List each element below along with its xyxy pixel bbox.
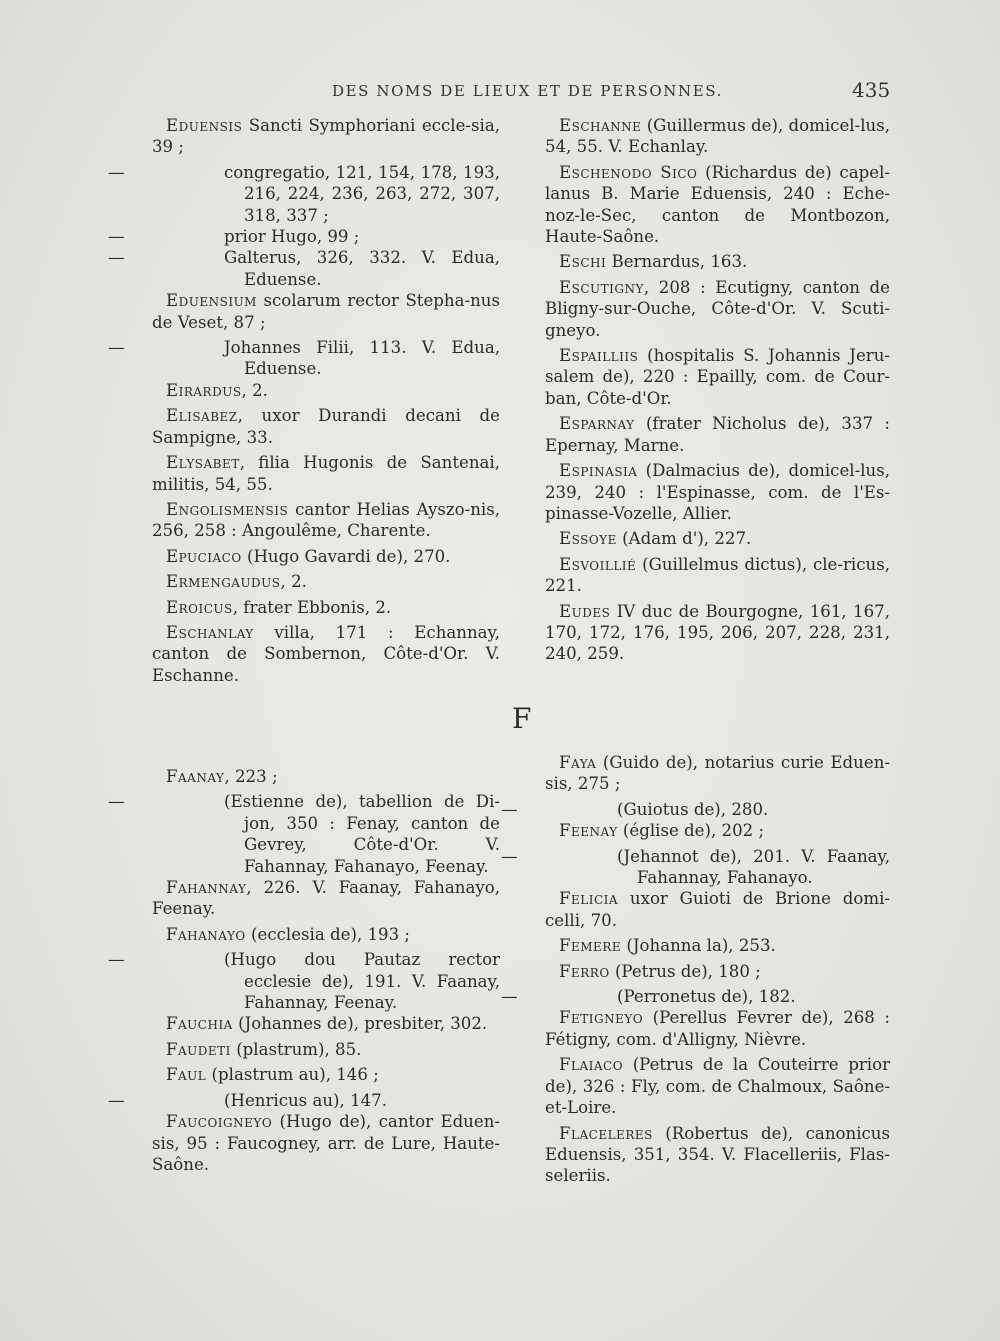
index-entry [152,766,500,787]
entry-text: uxor Guioti de Brione domi-celli, 70. [545,889,890,930]
entry-headword: Elisabez [166,406,238,426]
em-dash: — [501,987,518,1007]
index-entry [152,622,500,686]
entry-text: (Hugo de), cantor Eduen-sis, 95 : Faucogney, arr. de Lure, Haute-Saône. [152,1112,500,1174]
entry-headword: Espailliis [559,346,639,366]
entry-text: , 208 : Ecutigny, canton de Bligny-sur-Ouche, Côte-d'Or. V. Scuti-gneyo. [545,277,890,340]
entry-text: (Petrus de), 180 ; [609,961,761,981]
index-subentry [108,337,500,380]
page-number: 435 [852,78,891,102]
index-subentry [108,949,500,1013]
index-entry [152,571,500,592]
index-entry [545,752,890,795]
index-entry [152,499,500,542]
subentry-text: (Hugo dou Pautaz rector ecclesie de), 191. V. Faanay, Fahannay, Feenay. [224,950,500,1013]
subentry-text: (Perronetus de), 182. [617,987,796,1007]
entry-text: Sancti Symphoriani eccle-sia, 39 ; [152,116,500,157]
entry-headword: Ermengaudus [166,572,281,592]
entry-text: , uxor Durandi decani de Sampigne, 33. [152,406,500,447]
entry-text: (Dalmacius de), domicel-lus, 239, 240 : l'Espinasse, com. de l'Es-pinasse-Vozelle, Allier. [545,461,890,523]
entry-headword: Esparnay [559,414,635,434]
index-subentry [501,799,890,820]
entry-headword: Eschenodo Sico [559,162,698,182]
index-subentry [108,791,500,877]
index-entry [152,290,500,333]
index-entry [545,961,890,982]
entry-text: (Johannes de), presbiter, 302. [232,1014,488,1034]
entry-headword: Faudeti [166,1039,231,1059]
entry-text: , 2. [241,380,268,400]
em-dash: — [108,162,125,182]
subentry-text: (Jehannot de), 201. V. Faanay, Fahannay, Fahanayo. [617,846,890,888]
index-entry [545,277,890,341]
entry-headword: Eschanne [559,116,642,135]
index-entry [152,877,500,920]
index-entry [152,1064,500,1085]
em-dash: — [501,799,518,819]
index-entry [152,1013,500,1034]
index-entry [545,162,890,248]
entry-text: (Guillelmus dictus), cle-ricus, 221. [545,554,890,596]
entry-text: (plastrum), 85. [230,1039,362,1059]
index-entry [545,413,890,456]
subentry-text: prior Hugo, 99 ; [224,227,360,247]
entry-headword: Fahannay [166,878,247,898]
section-letter: F [512,702,532,735]
entry-text: (Petrus de la Couteirre prior de), 326 : Fly, com. de Chalmoux, Saône-et-Loire. [545,1055,890,1118]
entry-text: IV duc de Bourgogne, 161, 167, 170, 172, 176, 195, 206, 207, 228, 231, 240, 259. [545,601,890,664]
entry-text: scolarum rector Stepha-nus de Veset, 87 ; [152,291,500,332]
index-entry [545,528,890,549]
running-head [0,78,1000,106]
index-entry [152,546,500,567]
entry-headword: Eroicus [166,597,233,617]
subentry-text: (Guiotus de), 280. [617,799,769,819]
index-entry [545,601,890,665]
entry-text: (Hugo Gavardi de), 270. [241,546,451,566]
em-dash: — [108,227,125,247]
entry-text: , frater Ebbonis, 2. [232,597,392,617]
em-dash: — [108,1090,125,1110]
subentry-text: congregatio, 121, 154, 178, 193, 216, 224, 236, 263, 272, 307, 318, 337 ; [224,162,500,225]
entry-text: (Adam d'), 227. [616,529,752,549]
subentry-text: Galterus, 326, 332. V. Edua, Eduense. [224,248,500,289]
entry-headword: Flaceleres [559,1123,653,1143]
entry-text: (plastrum au), 146 ; [206,1065,379,1085]
entry-text: (église de), 202 ; [617,821,765,841]
entry-headword: Eduensis [166,116,243,135]
em-dash: — [108,248,125,268]
entry-text: (hospitalis S. Johannis Jeru-salem de), 220 : Epailly, com. de Cour-ban, Côte-d'Or. [545,346,890,408]
entry-text: Bernardus, 163. [606,252,748,272]
entry-headword: Eirardus [166,380,242,400]
index-entry [152,1111,500,1175]
subentry-text: (Estienne de), tabellion de Di-jon, 350 : Fenay, canton de Gevrey, Côte-d'Or. V. Fahannay, Fahanayo, Feenay. [224,792,500,876]
index-entry [545,935,890,956]
index-subentry [108,162,500,226]
index-column-right-bottom [501,752,890,1191]
entry-headword: Eduensium [166,291,257,311]
entry-headword: Faanay [166,767,225,786]
entry-headword: Espinasia [559,461,638,481]
entry-text: (Robertus de), canonicus Eduensis, 351, 354. V. Flacelleriis, Flas-seleriis. [545,1123,890,1186]
index-subentry [108,247,500,290]
index-entry [545,554,890,597]
index-entry [545,820,890,841]
em-dash: — [108,950,125,970]
index-entry [545,1054,890,1118]
entry-headword: Eschi [559,252,607,272]
entry-headword: Flaiaco [559,1055,624,1075]
subentry-text: Johannes Filii, 113. V. Edua, Eduense. [224,338,500,379]
index-subentry [501,986,890,1007]
entry-text: (Guillermus de), domicel-lus, 54, 55. V. Echanlay. [545,116,890,157]
index-entry [152,380,500,401]
entry-headword: Esvoillié [559,554,637,574]
index-entry [545,345,890,409]
entry-text: , filia Hugonis de Santenai, militis, 54, 55. [152,453,500,494]
index-entry [545,460,890,524]
entry-text: cantor Helias Ayszo-nis, 256, 258 : Angoulême, Charente. [152,499,500,541]
entry-text: (frater Nicholus de), 337 : Epernay, Marne. [545,414,890,455]
entry-text: (ecclesia de), 193 ; [245,924,411,944]
index-column-left-top [108,115,500,690]
index-entry [545,251,890,272]
entry-headword: Faucoigneyo [166,1112,273,1132]
index-entry [152,452,500,495]
index-column-left-bottom [108,766,500,1179]
entry-headword: Ferro [559,961,610,981]
entry-headword: Eschanlay [166,622,254,642]
entry-headword: Faul [166,1065,207,1085]
entry-text: villa, 171 : Echannay, canton de Sombernon, Côte-d'Or. V. Eschanne. [152,622,500,685]
entry-text: , 2. [280,572,307,592]
index-entry [545,888,890,931]
entry-headword: Felicia [559,889,619,909]
index-entry [152,405,500,448]
entry-text: (Johanna la), 253. [621,936,776,956]
index-entry [152,115,500,158]
entry-text: (Richardus de) capel-lanus B. Marie Eduensis, 240 : Eche-noz-le-Sec, canton de Montbozon, Haute-Saône. [545,162,890,247]
entry-headword: Femere [559,936,622,956]
entry-text: , 226. V. Faanay, Fahanayo, Feenay. [152,878,500,919]
subentry-text: (Henricus au), 147. [224,1090,388,1110]
index-column-right-top [545,115,890,669]
entry-headword: Essoye [559,529,617,549]
entry-headword: Fetigneyo [559,1008,644,1028]
entry-headword: Eudes [559,601,611,621]
index-entry [545,1007,890,1050]
entry-headword: Engolismensis [166,499,289,519]
index-subentry [108,1090,500,1111]
em-dash: — [108,792,125,812]
index-entry [152,924,500,945]
index-entry [545,1123,890,1187]
entry-headword: Elysabet [166,453,240,473]
em-dash: — [108,338,125,358]
index-entry [152,597,500,618]
entry-headword: Escutigny [559,277,644,297]
index-entry [152,1039,500,1060]
running-title: DES NOMS DE LIEUX ET DE PERSONNES. [332,82,723,100]
entry-text: (Guido de), notarius curie Eduen-sis, 275 ; [545,753,890,794]
em-dash: — [501,846,518,866]
entry-headword: Fahanayo [166,924,246,944]
index-subentry [501,846,890,889]
entry-headword: Feenay [559,821,618,841]
entry-headword: Epuciaco [166,546,242,566]
entry-text: , 223 ; [224,767,278,786]
index-subentry [108,226,500,247]
entry-headword: Faya [559,753,597,772]
index-entry [545,115,890,158]
entry-text: (Perellus Fevrer de), 268 : Fétigny, com. d'Alligny, Nièvre. [545,1008,890,1049]
entry-headword: Fauchia [166,1014,233,1034]
